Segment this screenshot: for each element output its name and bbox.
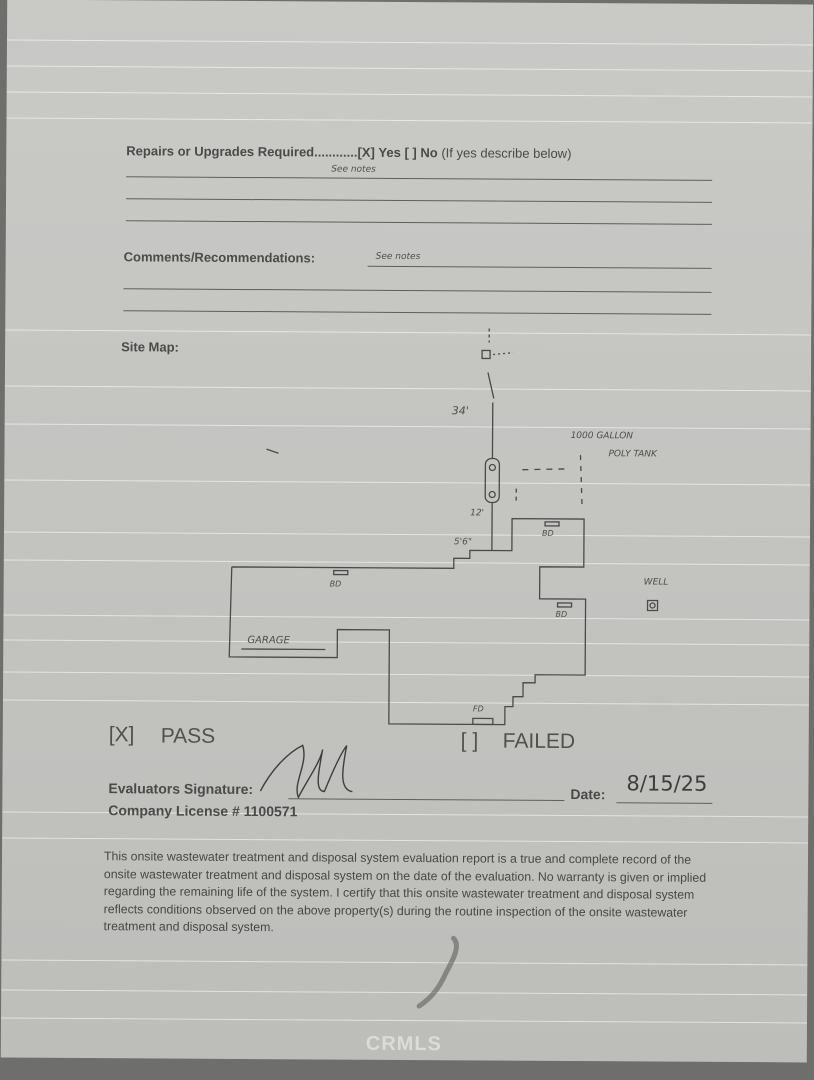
distance-label-5-6: 5'6": [453, 537, 473, 548]
watermark: CRMLS: [365, 1032, 442, 1056]
date-value: 8/15/25: [626, 771, 708, 796]
repairs-hint: (If yes describe below): [441, 145, 572, 161]
certification-statement: This onsite wastewater treatment and disposal system evaluation report is a true and complete record of the onsite wastewater treatment and disposal system on the date of the evaluation. No warranty is given or implied regarding the remaining life of the system. I certify that this onsite wastewater treatment and disposal system reflects conditions observed on the above property(s) during the routine inspection of the onsite wastewater treatment and disposal system.: [103, 849, 707, 935]
signature-label: Evaluators Signature:: [108, 780, 254, 798]
repairs-no-label: No: [420, 145, 438, 161]
repairs-yes-checkbox[interactable]: [X]: [357, 144, 375, 160]
bedroom-label: BD: [555, 609, 568, 619]
smudge-mark: [1, 0, 813, 1062]
evaluation-report-page: [1, 0, 813, 1062]
repairs-label: Repairs or Upgrades Required............: [126, 143, 358, 160]
distance-label-34: 34': [451, 404, 469, 418]
pass-checkbox[interactable]: [X]: [108, 723, 135, 747]
bedroom-label: BD: [541, 528, 554, 538]
tank-label: 1000 GALLON: [570, 430, 634, 442]
comments-handwritten-note: See notes: [375, 251, 421, 263]
fail-checkbox[interactable]: [ ]: [460, 729, 479, 753]
garage-label: GARAGE: [247, 635, 290, 647]
pass-label: PASS: [160, 724, 216, 748]
comments-label: Comments/Recommendations:: [123, 249, 316, 266]
site-map-label: Site Map:: [121, 339, 179, 355]
well-label: WELL: [643, 577, 669, 588]
repairs-no-checkbox[interactable]: [ ]: [404, 144, 417, 161]
repairs-handwritten-note: See notes: [331, 164, 376, 175]
company-license: Company License # 1100571: [108, 802, 298, 820]
distance-label-12: 12': [470, 508, 485, 519]
date-label: Date:: [570, 786, 606, 803]
fail-label: FAILED: [502, 729, 576, 754]
floor-drain-label: FD: [472, 704, 484, 714]
repairs-yes-label: Yes: [378, 144, 401, 160]
bedroom-label: BD: [329, 579, 342, 589]
tank-label-2: POLY TANK: [608, 449, 658, 460]
